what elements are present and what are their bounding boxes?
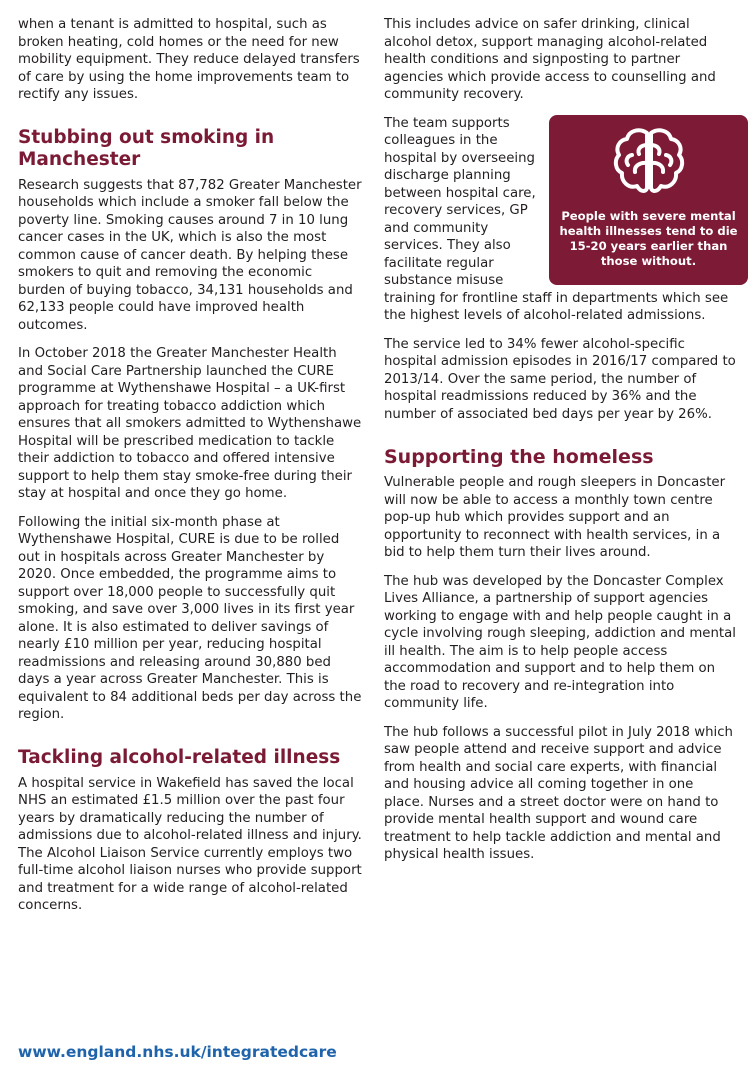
homeless-paragraph-2: The hub was developed by the Doncaster Complex Lives Alliance, a partnership of support agencies working to engage with and help people caught in a cycle involving rough sleeping, addiction and mental ill health. The aim is to help people access accommodation and support and to help them on the road to recovery and re-integration into community life.	[384, 573, 736, 711]
smoking-paragraph-3: Following the initial six-month phase at Wythenshawe Hospital, CURE is due to be rolled out in hospitals across Greater Manchester by 2020. Once embedded, the programme aims to support over 18,000 people to successfully quit smoking, and save over 3,000 lives in its first year alone. It is also estimated to deliver savings of nearly £10 million per year, reducing hospital readmissions and releasing around 30,880 bed days a year across Greater Manchester. This is equivalent to 84 additional beds per day across the region.	[18, 514, 362, 722]
brain-icon	[612, 125, 686, 199]
smoking-heading: Stubbing out smoking in Manchester	[18, 126, 275, 170]
homeless-heading: Supporting the homeless	[384, 446, 654, 468]
results-paragraph: The service led to 34% fewer alcohol-specific hospital admission episodes in 2016/17 compared to 2013/14. Over the same period, the number of hospital readmissions reduced by 36% and the number of associated bed days per year by 26%.	[384, 336, 736, 422]
alcohol-continued-paragraph: This includes advice on safer drinking, clinical alcohol detox, support managing alcohol-related health conditions and signposting to partner agencies which provide access to counselling and community recovery.	[384, 17, 716, 102]
right-column	[384, 16, 736, 875]
smoking-paragraph-1: Research suggests that 87,782 Greater Manchester households which include a smoker fall below the poverty line. Smoking causes around 7 in 10 lung cancer cases in the UK, which is also the most common cause of cancer death. By helping these smokers to quit and removing the economic burden of buying tobacco, 34,131 households and 62,133 people could have improved health outcomes.	[18, 177, 362, 333]
homeless-paragraph-3: The hub follows a successful pilot in July 2018 which saw people attend and receive support and advice from health and social care experts, with financial and housing advice all coming together in one place. Nurses and a street doctor were on hand to provide mental health support and wound care treatment to help tackle addiction and mental and physical health issues.	[384, 724, 733, 862]
callout-text: People with severe mental health illnesses tend to die 15-20 years earlier than those without.	[559, 208, 738, 268]
smoking-paragraph-2: In October 2018 the Greater Manchester Health and Social Care Partnership launched the CURE programme at Wythenshawe Hospital – a UK-first approach for treating tobacco addiction which ensures that all smokers admitted to Wythenshawe Hospital will be prescribed medication to tackle their addiction to tobacco and offered intensive support to help them stay smoke-free during their stay at hospital and once they go home.	[18, 346, 362, 501]
footer-link[interactable]: www.england.nhs.uk/integratedcare	[18, 1043, 337, 1061]
homeless-paragraph-1: Vulnerable people and rough sleepers in Doncaster will now be able to access a monthly town centre pop-up hub which provides support and an opportunity to reconnect with health services, in a bid to help them turn their lives around.	[384, 475, 726, 560]
intro-continued-paragraph: when a tenant is admitted to hospital, such as broken heating, cold homes or the need for new mobility equipment. They reduce delayed transfers of care by using the home improvements team to rectify any issues.	[18, 17, 360, 102]
mental-health-callout	[549, 115, 748, 285]
left-column	[18, 16, 363, 926]
alcohol-heading: Tackling alcohol-related illness	[18, 746, 341, 768]
alcohol-paragraph-1: A hospital service in Wakefield has saved the local NHS an estimated £1.5 million over the past four years by dramatically reducing the number of admissions due to alcohol-related illness and injury. The Alcohol Liaison Service currently employs two full-time alcohol liaison nurses who provide support and treatment for a wide range of alcohol-related concerns.	[18, 775, 362, 913]
team-paragraph: The team supports colleagues in the hospital by overseeing discharge planning between hospital care, recovery services, GP and community services. They also facilitate regular substance misuse training for frontline staff in departments which see the highest levels of alcohol-related admissions.	[384, 115, 729, 323]
